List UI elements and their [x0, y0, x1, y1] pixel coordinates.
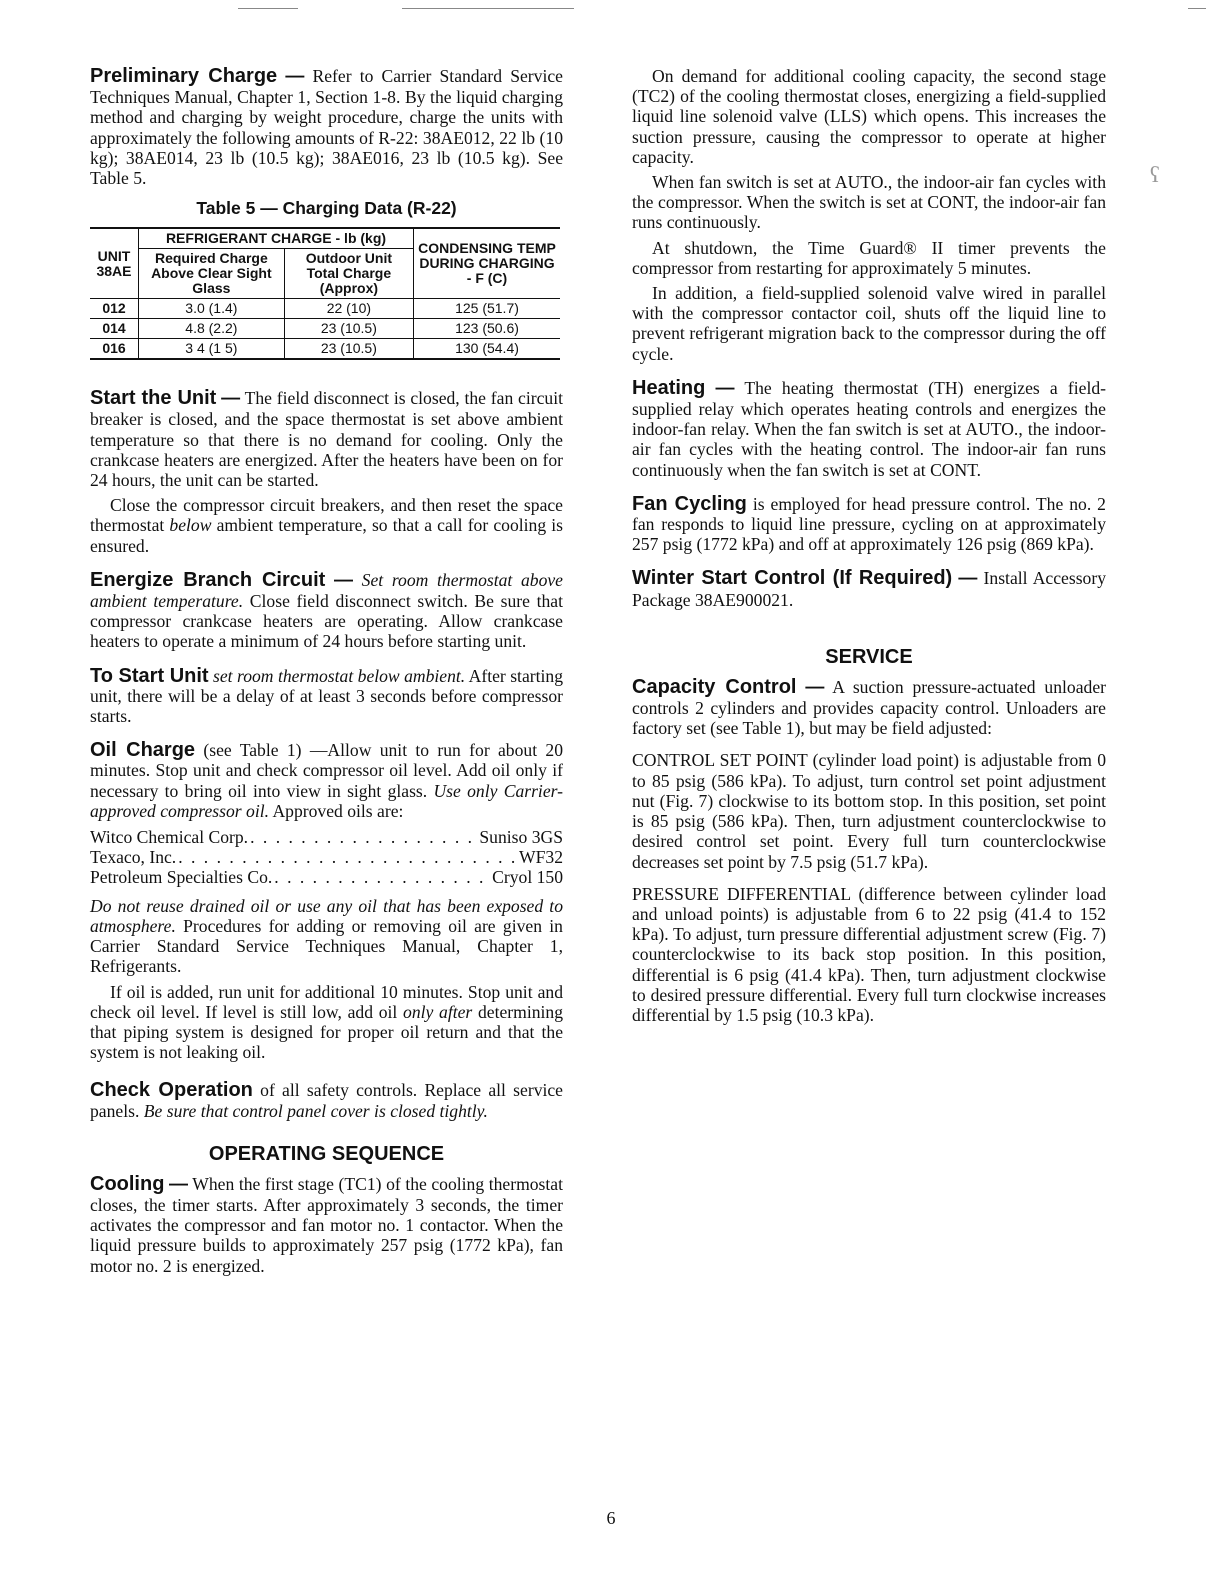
text-run: determining that piping system is designed for proper oil return and that the system is not leaking oil.	[90, 1001, 563, 1063]
heading-dash: —	[285, 66, 305, 87]
start-unit-paragraph-2	[90, 495, 563, 556]
preliminary-charge-text: Refer to Carrier Standard Service Techniques Manual, Chapter 1, Section 1-8. By the liquid charging method and charging by weight procedure, charge the units with approximately the following amounts of R-22: 38AE012, 22 lb (10 kg); 38AE014, 23 lb (10.5 kg); 38AE016, 23 lb (10.5 kg). See Table 5.	[90, 66, 563, 189]
check-operation-emphasis: Be sure that control panel cover is closed tightly.	[143, 1100, 488, 1121]
col-header-outdoor-unit: Outdoor Unit Total Charge (Approx)	[284, 249, 413, 299]
heading-dash: —	[715, 377, 735, 399]
page-number: 6	[606, 1508, 616, 1528]
preliminary-charge-heading: Preliminary Charge	[90, 65, 278, 87]
oil-company: Petroleum Specialties Co.	[90, 867, 273, 888]
col-header-unit: UNIT 38AE	[96, 247, 132, 279]
check-operation-paragraph	[90, 1080, 563, 1120]
heading-dash: —	[221, 388, 241, 410]
col-header-condensing-temp: CONDENSING TEMP DURING CHARGING - F (C)	[414, 228, 561, 299]
start-unit-paragraph	[90, 388, 563, 490]
to-start-text: After starting unit, there will be a delay of at least 3 seconds before compressor starts.	[90, 665, 563, 727]
charging-data-table	[90, 227, 560, 360]
table-row	[90, 339, 560, 360]
check-operation-text: of all safety controls. Replace all service panels.	[90, 1080, 563, 1121]
cell-outdoor: 23 (10.5)	[284, 319, 413, 339]
operating-sequence-heading: OPERATING SEQUENCE	[208, 1142, 445, 1165]
capacity-control-paragraph	[632, 677, 1106, 739]
col-header-refrigerant-charge: REFRIGERANT CHARGE - lb (kg)	[139, 228, 414, 249]
start-unit-heading: Start the Unit	[90, 387, 217, 410]
cell-temp: 125 (51.7)	[414, 299, 561, 319]
to-start-paragraph	[90, 666, 563, 727]
emphasis-run: Do not reuse drained oil or use any oil that has been exposed to atmosphere.	[90, 895, 563, 936]
cell-unit: 016	[102, 340, 126, 357]
oil-company: Witco Chemical Corp.	[90, 827, 249, 848]
heading-dash: —	[169, 1173, 189, 1195]
top-rule-3	[1188, 8, 1206, 9]
margin-mark-icon: ʕ	[1150, 162, 1160, 187]
oil-charge-paragraph	[90, 740, 563, 821]
cooling-heading: Cooling	[90, 1172, 165, 1195]
cell-outdoor: 22 (10)	[284, 299, 413, 319]
oil-charge-text: (see Table 1) —Allow unit to run for about 20 minutes. Stop unit and check compressor oil level. Add oil only if necessary to bring oil into view in sight glass.	[90, 740, 563, 801]
preliminary-charge-paragraph	[90, 66, 563, 188]
check-operation-heading: Check Operation	[90, 1079, 253, 1102]
list-item	[90, 827, 563, 847]
oil-charge-text-2: Approved oils are:	[272, 800, 404, 821]
table-row	[90, 299, 560, 319]
oil-charge-emphasis: Use only Carrier-approved compressor oil.	[90, 780, 563, 821]
heating-paragraph	[632, 378, 1106, 480]
fan-cycling-heading: Fan Cycling	[632, 492, 747, 515]
winter-start-paragraph	[632, 568, 1106, 609]
heating-heading: Heating	[632, 376, 706, 399]
top-rule-2	[402, 8, 574, 9]
cooling-cont-paragraph-3: At shutdown, the Time Guard® II timer prevents the compressor from restarting for approximately 5 minutes.	[632, 237, 1106, 278]
approved-oils-list	[90, 827, 563, 888]
capacity-control-heading: Capacity Control	[632, 675, 797, 698]
heating-text: The heating thermostat (TH) energizes a field-supplied relay which operates heating controls and energizes the indoor-fan relay. When the fan switch is set at AUTO., the indoor-air fan cycles with the heating control. The indoor-air fan runs continuously when the fan switch is set at CONT.	[632, 377, 1106, 480]
oil-charge-paragraph-3	[90, 982, 563, 1063]
text-run: Close the compressor circuit breakers, and then reset the space thermostat	[90, 495, 563, 536]
fan-cycling-text: is employed for head pressure control. The no. 2 fan responds to liquid line pressure, cycling on at approximately 257 psig (1772 kPa) and off at approximately 126 psig (869 kPa).	[632, 493, 1106, 555]
to-start-emphasis: set room thermostat below ambient.	[213, 665, 466, 686]
list-item	[90, 847, 563, 867]
service-heading: SERVICE	[825, 645, 913, 668]
table-row	[90, 319, 560, 339]
winter-start-text: Install Accessory Package 38AE900021.	[632, 568, 1106, 610]
table-title: Table 5 — Charging Data (R-22)	[196, 198, 457, 219]
oil-company: Texaco, Inc.	[90, 847, 177, 868]
cooling-paragraph	[90, 1174, 563, 1276]
oil-charge-paragraph-2	[90, 896, 563, 977]
capacity-control-text: A suction pressure-actuated unloader controls 2 cylinders and provides capacity control. Unloaders are factory set (see Table 1), but may be field adjusted:	[632, 676, 1106, 739]
oil-name: Cryol 150	[492, 867, 563, 888]
list-item	[90, 867, 563, 887]
start-unit-text: The field disconnect is closed, the fan circuit breaker is closed, and the space thermostat is set above ambient temperature so that there is no demand for cooling. Only the crankcase heaters are energized. After the heaters have been on for 24 hours, the unit can be started.	[90, 388, 563, 491]
heading-dash: —	[805, 676, 825, 698]
emphasis-run: below	[169, 515, 212, 536]
pressure-differential-paragraph: PRESSURE DIFFERENTIAL (difference between cylinder load and unload points) is adjustable from 6 to 22 psig (41.4 to 152 kPa). To adjust, turn pressure differential adjustment screw (Fig. 7) counterclockwise to its back stop position. In this position, differential is 6 psig (41.4 kPa). Then, turn adjustment clockwise to desired pressure differential. Every full turn clockwise increases differential by 1.5 psig (10.3 kPa).	[632, 883, 1106, 1025]
leader-dots	[272, 867, 492, 887]
heading-dash: —	[333, 569, 353, 591]
cooling-text: When the first stage (TC1) of the cooling thermostat closes, the timer starts. After approximately 3 seconds, the timer activates the compressor and fan motor no. 1 contactor. When the liquid pressure builds to approximately 257 psig (1772 kPa), fan motor no. 2 is energized.	[90, 1173, 563, 1276]
oil-name: Suniso 3GS	[479, 827, 563, 848]
cooling-cont-paragraph-4: In addition, a field-supplied solenoid valve wired in parallel with the compressor contactor coil, shuts off the liquid line to prevent refrigerant migration back to the compressor during the off cycle.	[632, 283, 1106, 364]
top-rule-1	[238, 8, 298, 9]
oil-name: WF32	[519, 847, 563, 868]
energize-emphasis: Set room thermostat above ambient temperature.	[90, 569, 563, 612]
cell-required: 3.0 (1.4)	[139, 299, 285, 319]
cell-outdoor: 23 (10.5)	[284, 339, 413, 360]
cell-required: 4.8 (2.2)	[139, 319, 285, 339]
leader-dots	[248, 827, 479, 847]
emphasis-run: only after	[403, 1001, 473, 1022]
cooling-cont-paragraph-1: On demand for additional cooling capacity, the second stage (TC2) of the cooling thermostat closes, energizing a field-supplied liquid line solenoid valve (LLS) which opens. This increases the suction pressure, causing the compressor to operate at higher capacity.	[632, 66, 1106, 167]
cell-unit: 012	[102, 300, 126, 317]
cell-required: 3 4 (1 5)	[139, 339, 285, 360]
leader-dots	[176, 847, 519, 867]
col-header-required-charge: Required Charge Above Clear Sight Glass	[139, 249, 285, 299]
energize-paragraph	[90, 570, 563, 652]
to-start-heading: To Start Unit	[90, 664, 209, 687]
text-run: If oil is added, run unit for additional 10 minutes. Stop unit and check oil level. If level is still low, add oil	[90, 981, 563, 1022]
cell-temp: 130 (54.4)	[414, 339, 561, 360]
right-column	[632, 66, 1106, 1030]
cooling-cont-paragraph-2: When fan switch is set at AUTO., the indoor-air fan cycles with the compressor. When the switch is set at CONT, the indoor-air fan runs continuously.	[632, 172, 1106, 233]
heading-dash: —	[958, 568, 978, 590]
left-column	[90, 66, 563, 1281]
text-run: Procedures for adding or removing oil are given in Carrier Standard Service Techniques Manual, Chapter 1, Refrigerants.	[90, 915, 563, 977]
text-run: ambient temperature, so that a call for cooling is ensured.	[90, 515, 563, 556]
cell-temp: 123 (50.6)	[414, 319, 561, 339]
control-set-point-paragraph: CONTROL SET POINT (cylinder load point) is adjustable from 0 to 85 psig (586 kPa). To adjust, turn control set point adjustment nut (Fig. 7) clockwise to its bottom stop. In this position, set point is 85 psig (586 kPa). Then, turn adjustment counterclockwise to desired control set point. Every full turn counterclockwise decreases set point by 7.5 psig (51.7 kPa).	[632, 750, 1106, 872]
cell-unit: 014	[102, 320, 126, 337]
winter-start-heading: Winter Start Control (If Required)	[632, 567, 953, 590]
energize-heading: Energize Branch Circuit	[90, 568, 326, 591]
energize-text: Close field disconnect switch. Be sure that compressor crankcase heaters are operating. Allow crankcase heaters to operate a minimum of 24 hours before starting unit.	[90, 591, 563, 652]
oil-charge-heading: Oil Charge	[90, 739, 196, 762]
fan-cycling-paragraph	[632, 494, 1106, 555]
